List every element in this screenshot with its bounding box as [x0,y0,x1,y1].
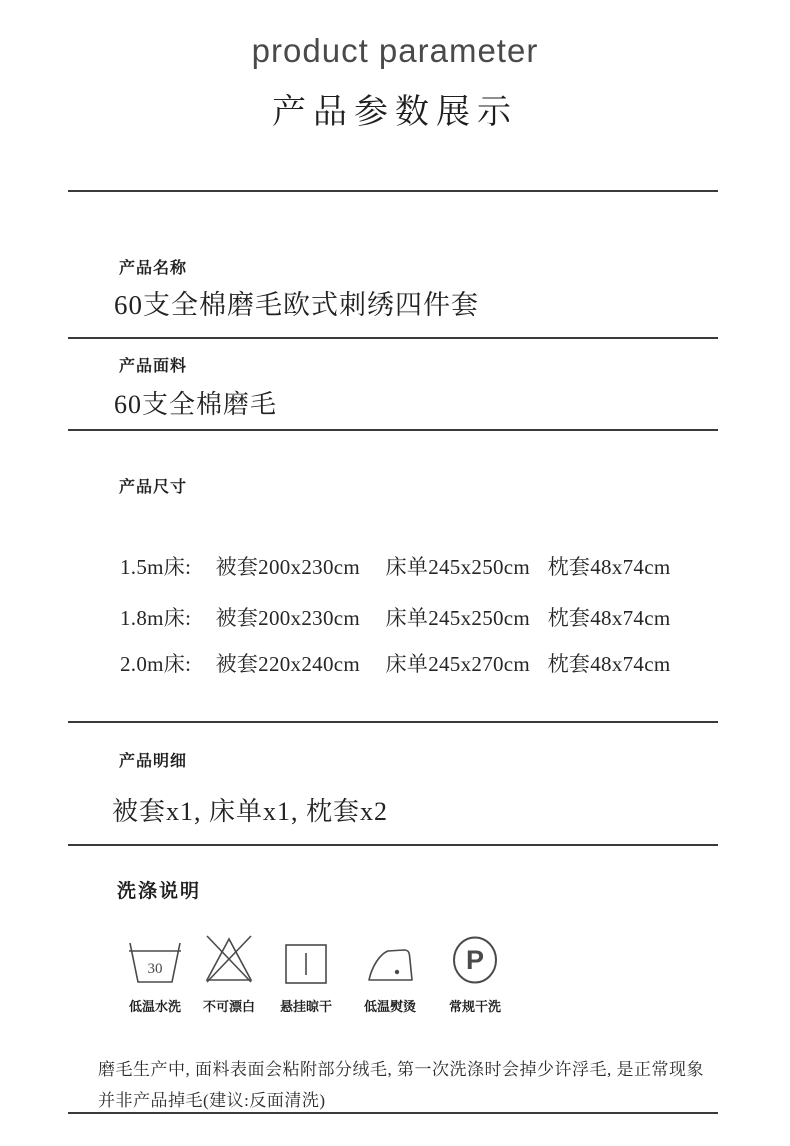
page-title-chinese: 产品参数展示 [272,94,518,131]
care-item-label: 不可漂白 [202,999,255,1014]
size-row-1-8m [120,602,740,632]
product-size-label: 产品尺寸 [119,479,188,496]
care-item-iron-low [348,932,432,1015]
care-instructions-label: 洗涤说明 [117,881,202,902]
pillow-size: 枕套48x74cm [547,652,671,676]
product-name-value: 60支全棉磨毛欧式刺绣四件套 [114,290,479,320]
product-name-label: 产品名称 [119,260,188,277]
care-item-dry-clean [433,932,517,1015]
pillow-size: 枕套48x74cm [547,606,671,630]
duvet-size: 被套200x230cm [215,555,361,579]
product-fabric-value: 60支全棉磨毛 [114,390,278,419]
wash-temp-number: 30 [147,961,163,977]
page-title-english: product parameter [251,32,539,69]
bed-size: 1.5m床: [120,555,192,579]
divider-line [68,190,718,192]
care-item-wash [113,932,197,1015]
sheet-size: 床单245x250cm [385,606,531,630]
dry-clean-letter: P [465,945,485,975]
care-item-label: 低温熨烫 [363,999,416,1014]
care-item-label: 低温水洗 [128,999,181,1014]
divider-line [68,1112,718,1114]
product-detail-label: 产品明细 [119,753,188,770]
sheet-size: 床单245x250cm [385,555,531,579]
dry-clean-icon [433,932,517,984]
sheet-size: 床单245x270cm [385,652,531,676]
divider-line [68,721,718,723]
bed-size: 1.8m床: [120,606,192,630]
care-item-no-bleach [187,932,271,1015]
care-item-hang-dry [264,932,348,1015]
no-bleach-icon [187,932,271,984]
care-note-line-1: 磨毛生产中, 面料表面会粘附部分绒毛, 第一次洗涤时会掉少许浮毛, 是正常现象 [98,1060,704,1079]
wash-30-icon [113,932,197,984]
divider-line [68,844,718,846]
bed-size: 2.0m床: [120,652,192,676]
size-row-2-0m [120,648,740,678]
product-detail-value: 被套x1, 床单x1, 枕套x2 [112,797,389,826]
pillow-size: 枕套48x74cm [547,555,671,579]
product-fabric-label: 产品面料 [119,358,188,375]
care-item-label: 悬挂晾干 [279,999,332,1014]
divider-line [68,429,718,431]
care-item-label: 常规干洗 [448,999,501,1014]
duvet-size: 被套200x230cm [215,606,361,630]
duvet-size: 被套220x240cm [215,652,361,676]
iron-low-icon [348,932,432,984]
size-row-1-5m [120,551,740,581]
divider-line [68,337,718,339]
hang-dry-icon [264,932,348,984]
care-note-line-2: 并非产品掉毛(建议:反面清洗) [98,1091,326,1110]
